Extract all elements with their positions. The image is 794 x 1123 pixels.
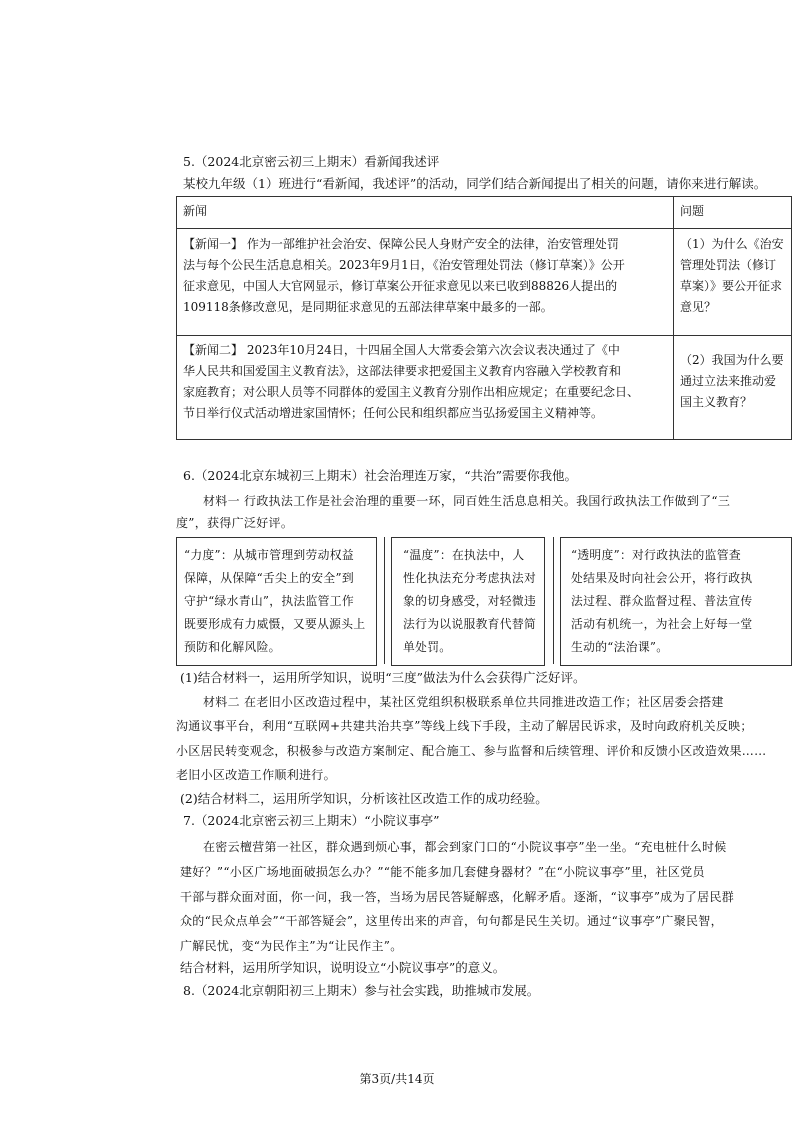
material2-line: 小区居民转变观念，积极参与改造方案制定、配合施工、参与监督和后续管理、评价和反馈小区改造效果…… (176, 744, 767, 758)
q6-sub2: (2)结合材料二，运用所学知识，分析该社区改造工作的成功经验。 (180, 791, 548, 806)
news-table (176, 196, 792, 440)
material1-line: 度”，获得广泛好评。 (176, 516, 294, 530)
q7-body-line: 建好？”“小区广场地面破损怎么办？”“能不能多加几套健身器材？”在“小院议事亭”里，社区党员 (180, 865, 705, 879)
news-header: 新闻 (177, 197, 674, 229)
question-line: （2）我国为什么要 (680, 353, 784, 367)
news-line: 华人民共和国爱国主义教育法》，这部法律要求把爱国主义教育内容融入学校教育和 (183, 364, 622, 378)
box-line: 既要形成有力威慑，又要从源头上 (184, 617, 366, 631)
news-line: 家庭教育；对公职人员等不同群体的爱国主义教育分别作出相应规定；在重要纪念日、 (183, 385, 640, 399)
table-row (177, 336, 792, 440)
material2-line: 沟通议事平台，利用“互联网+共建共治共享”等线上线下手段，主动了解居民诉求，及时向政府机关反映； (176, 719, 753, 733)
box-line: 生动的“法治课”。 (571, 640, 669, 654)
q7-body-line: 众的“民众点单会”“干部答疑会”，这里传出来的声音，句句都是民生关切。通过“议事亭”广聚民智， (180, 914, 723, 928)
news-line: 【新闻二】 2023年10月24日，十四届全国人大常委会第六次会议表决通过了《中 (183, 343, 620, 357)
q5-intro: 某校九年级（1）班进行“看新闻，我述评”的活动，同学们结合新闻提出了相关的问题，请你来进行解读。 (183, 176, 767, 191)
box-line: “透明度”：对行政执法的监管查 (571, 548, 741, 562)
box-line: 保障，从保障“舌尖上的安全”到 (184, 571, 354, 585)
q7-title: 7.（2024北京密云初三上期末）“小院议事亭” (183, 813, 440, 828)
question-line: 管理处罚法（修订 (680, 258, 777, 272)
news-line: 【新闻一】 作为一部维护社会治安、保障公民人身财产安全的法律，治安管理处罚 (183, 237, 619, 251)
box-line: 象的切身感受，对轻微违 (403, 594, 537, 608)
box-line: 法行为以说服教育代替简 (403, 617, 537, 631)
box-transparency (560, 537, 792, 666)
news-line: 征求意见，中国人大官网显示，修订草案公开征求意见以来已收到88826人提出的 (183, 279, 618, 293)
news-cell (177, 229, 674, 336)
question-line: 通过立法来推动爱 (680, 374, 777, 388)
question-cell (674, 229, 792, 336)
box-line: “温度”：在执法中，人 (403, 548, 525, 562)
q6-title: 6.（2024北京东城初三上期末）社会治理连万家，“共治”需要你我他。 (183, 468, 578, 483)
box-line: 活动有机统一，为社会上好每一堂 (571, 617, 753, 631)
question-line: 意见？ (680, 300, 717, 314)
question-cell (674, 336, 792, 440)
box-divider (549, 537, 554, 664)
question-line: 草案）》要公开征求 (680, 279, 783, 293)
page-footer: 第3页/共14页 (359, 1072, 435, 1086)
news-line: 109118条修改意见，是同期征求意见的五部法律草案中最多的一部。 (183, 300, 553, 314)
box-line: 预防和化解风险。 (184, 640, 281, 654)
q5-title: 5.（2024北京密云初三上期末）看新闻我述评 (183, 154, 440, 169)
material1-line: 材料一 行政执法工作是社会治理的重要一环，同百姓生活息息相关。我国行政执法工作做到了“三 (203, 494, 731, 508)
q7-body-line: 广解民忧，变“为民作主”为“让民作主”。 (180, 939, 403, 953)
material2-line: 材料二 在老旧小区改造过程中，某社区党组织积极联系单位共同推进改造工作；社区居委会搭建 (203, 695, 724, 709)
box-line: 法过程、群众监督过程、普法宣传 (571, 594, 753, 608)
box-line: “力度”：从城市管理到劳动权益 (184, 548, 354, 562)
question-line: （1）为什么《治安 (680, 237, 784, 251)
box-line: 性化执法充分考虑执法对 (403, 571, 537, 585)
q6-sub1: (1)结合材料一，运用所学知识，说明“三度”做法为什么会获得广泛好评。 (180, 670, 586, 685)
material2-line: 老旧小区改造工作顺利进行。 (176, 768, 336, 782)
news-cell (177, 336, 674, 440)
question-line: 国主义教育？ (680, 395, 753, 409)
q7-body-line: 干部与群众面对面，你一问，我一答，当场为居民答疑解惑，化解矛盾。逐渐，“议事亭”成为了居民群 (180, 890, 735, 904)
q7-body-line: 在密云檀营第一社区，群众遇到烦心事，都会到家门口的“小院议事亭”坐一坐。“充电桩什么时候 (203, 840, 727, 854)
table-row (177, 229, 792, 336)
news-line: 节日举行仪式活动增进家国情怀；任何公民和组织都应当弘扬爱国主义精神等。 (183, 406, 604, 420)
box-divider (380, 537, 385, 664)
box-force (176, 537, 377, 666)
q8-title: 8.（2024北京朝阳初三上期末）参与社会实践，助推城市发展。 (183, 983, 540, 998)
box-line: 单处罚。 (403, 640, 452, 654)
box-line: 守护“绿水青山”，执法监管工作 (184, 594, 354, 608)
box-line: 处结果及时向社会公开，将行政执 (571, 571, 753, 585)
news-line: 法与每个公民生活息息相关。2023年9月1日，《治安管理处罚法（修订草案）》公开 (183, 258, 625, 272)
box-warmth (391, 537, 545, 666)
question-header: 问题 (674, 197, 792, 229)
q7-question: 结合材料，运用所学知识，说明设立“小院议事亭”的意义。 (180, 960, 506, 975)
